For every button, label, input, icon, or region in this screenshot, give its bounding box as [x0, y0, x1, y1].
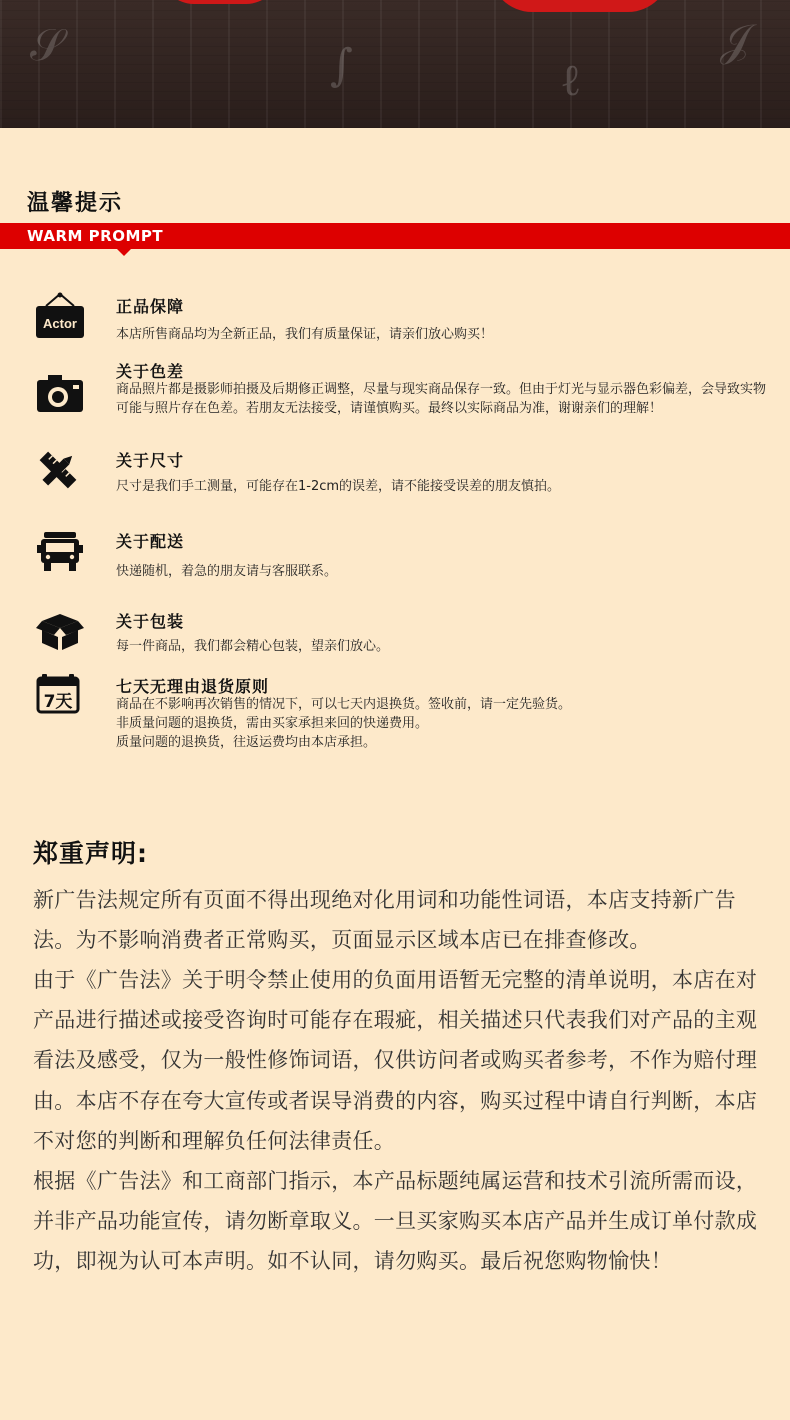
item-title: 关于配送	[116, 532, 185, 551]
item-description-line-3: 质量问题的退换货，往返运费均由本店承担。	[116, 735, 377, 750]
item-description-line-2: 非质量问题的退换货，需由买家承担来回的快递费用。	[116, 716, 429, 731]
calligraphy-decoration: ℓ	[560, 55, 582, 106]
item-title: 关于包装	[116, 612, 185, 631]
declaration-paragraph-2: 由于《广告法》关于明令禁止使用的负面用语暂无完整的清单说明，本店在对产品进行描述或接受咨询时可能存在瑕疵，相关描述只代表我们对产品的主观看法及感受，仅为一般性修饰词语，仅供访问者或购买者参考，不作为赔付理由。本店不存在夸大宣传或者误导消费的内容，购买过程中请自行判断，本店不对您的判断和理解负任何法律责任。	[33, 968, 758, 1153]
calligraphy-decoration: 𝒥	[720, 15, 751, 66]
item-description: 商品照片都是摄影师拍摄及后期修正调整，尽量与现实商品保存一致。但由于灯光与显示器色彩偏差，会导致实物可能与照片存在色差。若朋友无法接受，请谨慎购买。最终以实际商品为准，谢谢亲们的理解！	[116, 382, 767, 416]
red-bowl-shape	[160, 0, 280, 4]
svg-text:Actor: Actor	[43, 316, 77, 331]
camera-icon	[34, 371, 86, 423]
calendar-7-days-icon	[34, 672, 86, 724]
item-title: 关于尺寸	[116, 451, 185, 470]
calligraphy-decoration: ∫	[330, 40, 353, 91]
item-description: 本店所售商品均为全新正品，我们有质量保证，请亲们放心购买！	[116, 327, 494, 342]
item-title: 正品保障	[116, 297, 185, 316]
red-plate-shape	[490, 0, 670, 12]
item-title: 关于色差	[116, 362, 185, 381]
warm-prompt-subtitle: WARM PROMPT	[27, 227, 164, 245]
declaration-title: 郑重声明:	[33, 839, 148, 868]
product-banner-image	[0, 0, 790, 128]
item-description: 尺寸是我们手工测量，可能存在1-2cm的误差，请不能接受误差的朋友慎拍。	[116, 479, 561, 494]
item-description: 快递随机，着急的朋友请与客服联系。	[116, 564, 338, 579]
warm-prompt-bar	[0, 223, 790, 249]
warm-prompt-title: 温馨提示	[27, 191, 124, 216]
truck-icon	[34, 529, 86, 581]
item-description: 每一件商品，我们都会精心包装，望亲们放心。	[116, 639, 390, 654]
declaration-paragraph-3: 根据《广告法》和工商部门指示，本产品标题纯属运营和技术引流所需而设，并非产品功能宣传，请勿断章取义。一旦买家购买本店产品并生成订单付款成功，即视为认可本声明。如不认同，请勿购买。最后祝您购物愉快！	[33, 1169, 758, 1274]
item-description-line-1: 商品在不影响再次销售的情况下，可以七天内退换货。签收前，请一定先验货。	[116, 697, 572, 712]
signboard-icon	[34, 292, 86, 344]
svg-text:7天: 7天	[43, 692, 73, 712]
warm-prompt-pointer	[117, 249, 131, 256]
ruler-pencil-icon	[34, 448, 86, 500]
declaration-paragraph-1: 新广告法规定所有页面不得出现绝对化用词和功能性词语，本店支持新广告法。为不影响消费者正常购买，页面显示区域本店已在排查修改。	[33, 888, 736, 953]
package-icon	[34, 608, 86, 660]
calligraphy-decoration: 𝒮	[30, 20, 65, 71]
item-title: 七天无理由退货原则	[116, 677, 270, 696]
